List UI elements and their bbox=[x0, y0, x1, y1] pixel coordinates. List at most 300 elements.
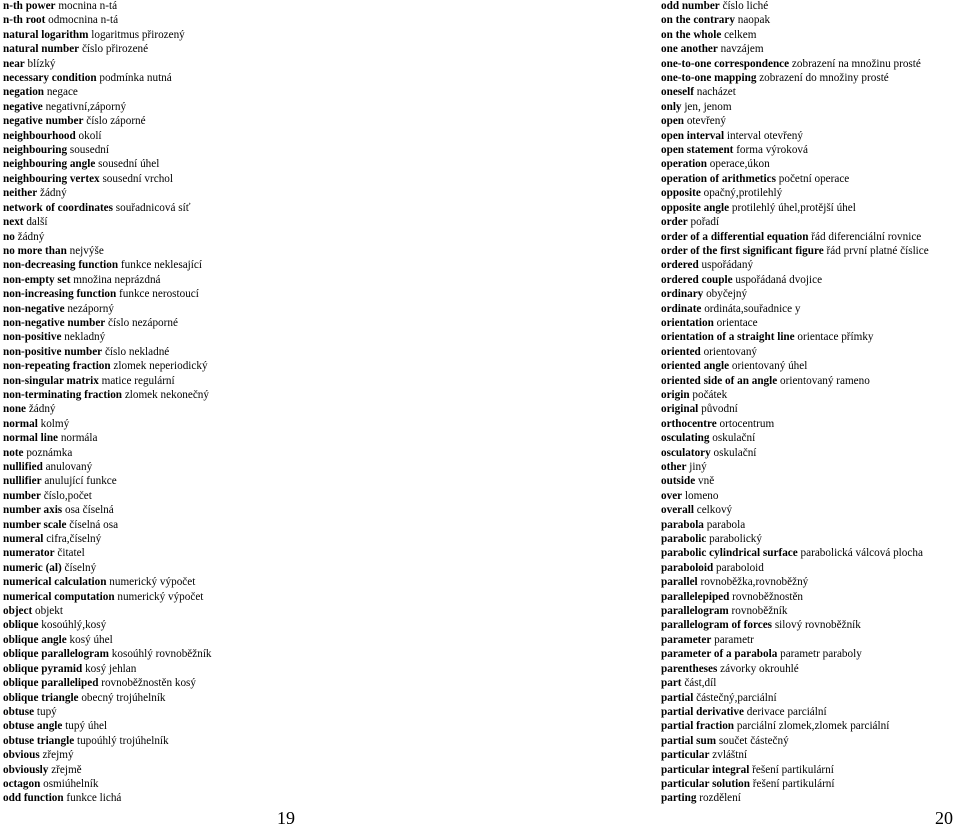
glossary-term: natural number bbox=[3, 43, 80, 56]
glossary-translation: derivace parciální bbox=[746, 705, 827, 718]
glossary-entry bbox=[3, 244, 473, 258]
glossary-translation: číselná osa bbox=[69, 518, 119, 531]
glossary-translation: ordináta,souřadnice y bbox=[704, 302, 801, 315]
glossary-term: open bbox=[661, 115, 685, 128]
glossary-entry bbox=[661, 662, 960, 676]
glossary-term: obtuse bbox=[3, 705, 35, 718]
glossary-entry bbox=[3, 215, 473, 229]
glossary-term: order bbox=[661, 216, 688, 229]
glossary-translation: původní bbox=[701, 403, 738, 416]
glossary-entry bbox=[3, 230, 473, 244]
glossary-entry bbox=[3, 143, 473, 157]
glossary-translation: uspořádaná dvojice bbox=[735, 273, 823, 286]
glossary-entry bbox=[661, 705, 960, 719]
glossary-entry bbox=[661, 287, 960, 301]
glossary-term: on the whole bbox=[661, 28, 722, 41]
glossary-term: number axis bbox=[3, 504, 63, 517]
glossary-term: no more than bbox=[3, 244, 67, 257]
glossary-translation: součet částečný bbox=[718, 734, 789, 747]
glossary-translation: orientace přímky bbox=[797, 331, 874, 344]
glossary-term: oblique angle bbox=[3, 633, 67, 646]
glossary-entry bbox=[661, 618, 960, 632]
glossary-term: open statement bbox=[661, 144, 734, 157]
glossary-term: obtuse triangle bbox=[3, 734, 75, 747]
glossary-translation: závorky okrouhlé bbox=[720, 662, 799, 675]
glossary-translation: navzájem bbox=[720, 43, 764, 56]
glossary-term: operation bbox=[661, 158, 707, 171]
glossary-entry bbox=[661, 244, 960, 258]
glossary-translation: další bbox=[26, 216, 48, 229]
glossary-translation: normála bbox=[60, 432, 98, 445]
glossary-translation: zlomek neperiodický bbox=[113, 360, 208, 373]
glossary-translation: oskulační bbox=[713, 446, 757, 459]
glossary-term: orthocentre bbox=[661, 417, 717, 430]
glossary-term: opposite bbox=[661, 187, 701, 200]
glossary-translation: zlomek nekonečný bbox=[124, 388, 209, 401]
glossary-translation: sousední bbox=[69, 144, 109, 157]
glossary-entry bbox=[661, 546, 960, 560]
glossary-translation: číslo přirozené bbox=[81, 43, 149, 56]
glossary-term: particular solution bbox=[661, 777, 750, 790]
glossary-term: other bbox=[661, 461, 687, 473]
glossary-translation: množina neprázdná bbox=[73, 273, 161, 286]
glossary-term: partial bbox=[661, 691, 694, 704]
glossary-entry bbox=[3, 302, 473, 316]
glossary-term: negation bbox=[3, 86, 45, 99]
glossary-term: n-th root bbox=[3, 14, 46, 27]
glossary-term: order of a differential equation bbox=[661, 230, 809, 243]
glossary-term: non-empty set bbox=[3, 273, 71, 286]
glossary-entry bbox=[661, 13, 960, 27]
glossary-entry bbox=[3, 330, 473, 344]
left-glossary-column bbox=[3, 0, 473, 806]
glossary-entry bbox=[661, 417, 960, 431]
glossary-entry bbox=[661, 633, 960, 647]
glossary-term: paraboloid bbox=[661, 561, 714, 574]
glossary-term: non-increasing function bbox=[3, 288, 117, 301]
glossary-term: obvious bbox=[3, 749, 40, 762]
glossary-translation: orientovaný bbox=[703, 345, 758, 358]
glossary-translation: ortocentrum bbox=[719, 417, 775, 430]
glossary-translation: poznámka bbox=[26, 446, 73, 459]
glossary-translation: forma výroková bbox=[736, 144, 808, 157]
glossary-entry bbox=[3, 201, 473, 215]
glossary-entry bbox=[3, 705, 473, 719]
glossary-translation: žádný bbox=[39, 187, 67, 200]
glossary-translation: nezáporný bbox=[67, 302, 114, 315]
glossary-term: natural logarithm bbox=[3, 28, 89, 41]
glossary-entry bbox=[3, 633, 473, 647]
glossary-term: non-negative bbox=[3, 302, 65, 315]
glossary-entry bbox=[661, 85, 960, 99]
glossary-translation: žádný bbox=[17, 230, 45, 243]
glossary-term: oblique bbox=[3, 619, 39, 632]
glossary-translation: počátek bbox=[692, 388, 728, 401]
glossary-entry bbox=[661, 114, 960, 128]
glossary-translation: orientace bbox=[716, 316, 758, 329]
glossary-entry bbox=[3, 57, 473, 71]
glossary-translation: číselný bbox=[64, 561, 97, 574]
glossary-entry bbox=[3, 114, 473, 128]
glossary-translation: nacházet bbox=[696, 86, 736, 99]
glossary-term: neighbouring bbox=[3, 144, 68, 157]
glossary-entry bbox=[661, 734, 960, 748]
glossary-entry bbox=[661, 100, 960, 114]
glossary-term: ordered bbox=[661, 259, 699, 272]
glossary-translation: řešení partikulární bbox=[752, 777, 835, 790]
glossary-term: parameter bbox=[661, 633, 712, 646]
glossary-term: on the contrary bbox=[661, 14, 735, 27]
glossary-term: note bbox=[3, 446, 24, 459]
glossary-term: normal bbox=[3, 417, 38, 430]
glossary-translation: číslo,počet bbox=[43, 489, 92, 502]
glossary-term: original bbox=[661, 403, 699, 416]
glossary-entry bbox=[661, 143, 960, 157]
glossary-entry bbox=[661, 388, 960, 402]
glossary-entry bbox=[3, 0, 473, 13]
glossary-term: oblique pyramid bbox=[3, 662, 83, 675]
glossary-term: order of the first significant figure bbox=[661, 244, 824, 257]
glossary-term: only bbox=[661, 100, 682, 113]
glossary-translation: číslo nezáporné bbox=[108, 316, 178, 329]
glossary-translation: silový rovnoběžník bbox=[774, 619, 861, 632]
glossary-entry bbox=[3, 719, 473, 733]
glossary-term: part bbox=[661, 677, 682, 690]
glossary-term: osculating bbox=[661, 432, 710, 445]
glossary-term: parallel bbox=[661, 576, 698, 589]
glossary-translation: odmocnina n-tá bbox=[48, 14, 119, 27]
glossary-term: partial derivative bbox=[661, 705, 744, 718]
glossary-entry bbox=[661, 330, 960, 344]
glossary-translation: lomeno bbox=[684, 489, 719, 502]
right-glossary-column bbox=[661, 0, 960, 806]
glossary-translation: parametr bbox=[714, 633, 754, 646]
glossary-entry bbox=[661, 359, 960, 373]
glossary-entry bbox=[661, 777, 960, 791]
glossary-term: parentheses bbox=[661, 662, 718, 675]
glossary-entry bbox=[661, 561, 960, 575]
glossary-translation: anulovaný bbox=[45, 461, 93, 473]
glossary-entry bbox=[661, 129, 960, 143]
glossary-translation: cifra,číselný bbox=[46, 533, 102, 546]
glossary-entry bbox=[3, 503, 473, 517]
glossary-entry bbox=[3, 546, 473, 560]
glossary-term: negative number bbox=[3, 115, 84, 128]
glossary-translation: parametr paraboly bbox=[780, 648, 862, 661]
glossary-translation: kosý jehlan bbox=[85, 662, 137, 675]
glossary-entry bbox=[661, 431, 960, 445]
glossary-translation: tupý bbox=[36, 705, 57, 718]
glossary-entry bbox=[3, 186, 473, 200]
glossary-entry bbox=[661, 28, 960, 42]
glossary-term: orientation of a straight line bbox=[661, 331, 795, 344]
glossary-term: partial fraction bbox=[661, 720, 735, 733]
glossary-entry bbox=[661, 215, 960, 229]
glossary-term: parabolic cylindrical surface bbox=[661, 547, 798, 560]
glossary-term: parabolic bbox=[661, 533, 707, 546]
glossary-entry bbox=[3, 748, 473, 762]
glossary-entry bbox=[661, 676, 960, 690]
glossary-term: no bbox=[3, 230, 15, 243]
glossary-term: neither bbox=[3, 187, 38, 200]
glossary-entry bbox=[3, 532, 473, 546]
glossary-entry bbox=[3, 42, 473, 56]
glossary-translation: kolmý bbox=[40, 417, 70, 430]
glossary-entry bbox=[3, 417, 473, 431]
glossary-translation: celkový bbox=[696, 504, 733, 517]
glossary-translation: okolí bbox=[78, 129, 102, 142]
glossary-translation: paraboloid bbox=[716, 561, 764, 574]
glossary-translation: logaritmus přirozený bbox=[91, 28, 185, 41]
glossary-translation: podmínka nutná bbox=[99, 72, 172, 85]
glossary-term: opposite angle bbox=[661, 201, 730, 214]
glossary-entry bbox=[661, 345, 960, 359]
glossary-translation: zřejmý bbox=[42, 749, 74, 762]
glossary-translation: řešení partikulární bbox=[752, 763, 834, 776]
glossary-translation: kosoúhlý rovnoběžník bbox=[111, 648, 212, 661]
glossary-term: ordinate bbox=[661, 302, 702, 315]
glossary-entry bbox=[661, 590, 960, 604]
glossary-translation: osa číselná bbox=[64, 504, 114, 517]
glossary-translation: jen, jenom bbox=[684, 100, 732, 113]
glossary-entry bbox=[661, 402, 960, 416]
glossary-translation: pořadí bbox=[690, 216, 720, 229]
glossary-entry bbox=[661, 763, 960, 777]
glossary-translation: řád první platné číslice bbox=[826, 244, 929, 257]
glossary-translation: rovnoběžnostěn kosý bbox=[101, 677, 196, 690]
glossary-entry bbox=[661, 474, 960, 488]
glossary-translation: numerický výpočet bbox=[117, 590, 204, 603]
glossary-entry bbox=[3, 316, 473, 330]
glossary-entry bbox=[661, 186, 960, 200]
glossary-entry bbox=[3, 676, 473, 690]
glossary-translation: kosý úhel bbox=[69, 633, 113, 646]
glossary-translation: orientovaný úhel bbox=[731, 360, 808, 373]
glossary-translation: osmiúhelník bbox=[43, 777, 99, 790]
glossary-entry bbox=[661, 647, 960, 661]
glossary-term: origin bbox=[661, 388, 690, 401]
glossary-term: parallelepiped bbox=[661, 590, 730, 603]
glossary-term: none bbox=[3, 403, 27, 416]
glossary-translation: rovnoběžník bbox=[731, 605, 788, 618]
glossary-entry bbox=[661, 791, 960, 805]
glossary-term: one-to-one correspondence bbox=[661, 57, 790, 70]
glossary-entry bbox=[3, 287, 473, 301]
glossary-term: object bbox=[3, 605, 33, 618]
glossary-translation: uspořádaný bbox=[701, 259, 754, 272]
glossary-translation: naopak bbox=[737, 14, 771, 27]
glossary-entry bbox=[3, 402, 473, 416]
glossary-entry bbox=[3, 100, 473, 114]
glossary-entry bbox=[3, 258, 473, 272]
glossary-entry bbox=[661, 172, 960, 186]
glossary-entry bbox=[661, 748, 960, 762]
glossary-translation: zřejmě bbox=[51, 763, 82, 776]
glossary-entry bbox=[3, 763, 473, 777]
glossary-term: non-positive number bbox=[3, 345, 103, 358]
glossary-term: non-negative number bbox=[3, 316, 106, 329]
glossary-entry bbox=[661, 604, 960, 618]
glossary-term: numerator bbox=[3, 547, 55, 560]
glossary-translation: funkce lichá bbox=[66, 792, 122, 805]
glossary-translation: oskulační bbox=[712, 432, 756, 445]
glossary-translation: tupoúhlý trojúhelník bbox=[76, 734, 169, 747]
glossary-term: network of coordinates bbox=[3, 201, 113, 214]
glossary-translation: blízký bbox=[27, 57, 56, 70]
glossary-term: parting bbox=[661, 792, 697, 805]
glossary-entry bbox=[3, 374, 473, 388]
glossary-translation: protilehlý úhel,protější úhel bbox=[731, 201, 856, 214]
glossary-term: ordered couple bbox=[661, 273, 733, 286]
glossary-term: numeral bbox=[3, 533, 44, 546]
glossary-entry bbox=[661, 42, 960, 56]
glossary-translation: rovnoběžka,rovnoběžný bbox=[700, 576, 809, 589]
glossary-translation: početní operace bbox=[778, 172, 850, 185]
glossary-entry bbox=[661, 273, 960, 287]
glossary-translation: jiný bbox=[689, 461, 707, 473]
glossary-term: necessary condition bbox=[3, 72, 97, 85]
glossary-term: odd number bbox=[661, 0, 720, 12]
glossary-term: one another bbox=[661, 43, 718, 56]
glossary-term: partial sum bbox=[661, 734, 717, 747]
glossary-translation: interval otevřený bbox=[726, 129, 803, 142]
glossary-translation: negativní,záporný bbox=[45, 100, 127, 113]
glossary-entry bbox=[3, 71, 473, 85]
glossary-translation: kosoúhlý,kosý bbox=[41, 619, 107, 632]
glossary-term: oblique parallelogram bbox=[3, 648, 109, 661]
glossary-term: outside bbox=[661, 475, 696, 488]
page-number-right: 20 bbox=[935, 808, 953, 828]
glossary-translation: opačný,protilehlý bbox=[703, 187, 783, 200]
glossary-translation: matice regulární bbox=[101, 374, 175, 387]
glossary-translation: sousední úhel bbox=[98, 158, 160, 171]
glossary-entry bbox=[3, 13, 473, 27]
glossary-entry bbox=[3, 273, 473, 287]
glossary-translation: parabolický bbox=[709, 533, 762, 546]
glossary-translation: nejvýše bbox=[69, 244, 104, 257]
glossary-translation: žádný bbox=[28, 403, 56, 416]
glossary-translation: parabolická válcová plocha bbox=[800, 547, 923, 560]
glossary-entry bbox=[661, 575, 960, 589]
glossary-entry bbox=[661, 57, 960, 71]
glossary-entry bbox=[3, 28, 473, 42]
glossary-entry bbox=[661, 489, 960, 503]
glossary-translation: funkce nerostoucí bbox=[119, 288, 199, 301]
glossary-term: non-terminating fraction bbox=[3, 388, 123, 401]
glossary-translation: negace bbox=[46, 86, 78, 99]
glossary-entry bbox=[661, 258, 960, 272]
glossary-term: oriented bbox=[661, 345, 701, 358]
glossary-entry bbox=[661, 0, 960, 13]
glossary-translation: sousední vrchol bbox=[102, 172, 173, 185]
glossary-term: oblique paralleliped bbox=[3, 677, 99, 690]
glossary-entry bbox=[3, 460, 473, 474]
glossary-entry bbox=[3, 561, 473, 575]
glossary-entry bbox=[661, 460, 960, 474]
glossary-term: parabola bbox=[661, 518, 704, 531]
glossary-translation: operace,úkon bbox=[709, 158, 770, 171]
glossary-term: oriented angle bbox=[661, 360, 730, 373]
glossary-term: oriented side of an angle bbox=[661, 374, 778, 387]
glossary-term: operation of arithmetics bbox=[661, 172, 776, 185]
glossary-translation: obecný trojúhelník bbox=[81, 691, 166, 704]
glossary-translation: zvláštní bbox=[712, 749, 748, 762]
glossary-entry bbox=[3, 129, 473, 143]
glossary-term: normal line bbox=[3, 432, 59, 445]
glossary-term: next bbox=[3, 216, 24, 229]
glossary-term: one-to-one mapping bbox=[661, 72, 757, 85]
glossary-entry bbox=[661, 503, 960, 517]
glossary-translation: částečný,parciální bbox=[696, 691, 777, 704]
glossary-entry bbox=[661, 719, 960, 733]
glossary-entry bbox=[3, 647, 473, 661]
glossary-term: non-positive bbox=[3, 331, 62, 344]
glossary-term: orientation bbox=[661, 316, 714, 329]
glossary-translation: anulující funkce bbox=[44, 475, 117, 488]
glossary-entry bbox=[661, 302, 960, 316]
glossary-term: octagon bbox=[3, 777, 41, 790]
glossary-term: neighbouring vertex bbox=[3, 172, 100, 185]
glossary-term: open interval bbox=[661, 129, 725, 142]
glossary-term: odd function bbox=[3, 792, 64, 805]
glossary-translation: rovnoběžnostěn bbox=[732, 590, 804, 603]
glossary-term: numerical calculation bbox=[3, 576, 107, 589]
glossary-translation: parciální zlomek,zlomek parciální bbox=[736, 720, 890, 733]
glossary-term: numerical computation bbox=[3, 590, 115, 603]
glossary-entry bbox=[3, 734, 473, 748]
glossary-term: numeric (al) bbox=[3, 561, 62, 574]
glossary-term: parallelogram of forces bbox=[661, 619, 773, 632]
glossary-entry bbox=[661, 691, 960, 705]
glossary-translation: tupý úhel bbox=[65, 720, 108, 733]
glossary-term: non-repeating fraction bbox=[3, 360, 111, 373]
glossary-translation: čitatel bbox=[57, 547, 85, 560]
glossary-translation: nekladný bbox=[64, 331, 106, 344]
glossary-entry bbox=[3, 590, 473, 604]
glossary-entry bbox=[3, 518, 473, 532]
page-number-left: 19 bbox=[277, 808, 295, 828]
glossary-term: over bbox=[661, 489, 683, 502]
glossary-translation: číslo záporné bbox=[86, 115, 146, 128]
glossary-term: number bbox=[3, 489, 41, 502]
glossary-entry bbox=[3, 157, 473, 171]
glossary-entry bbox=[661, 157, 960, 171]
glossary-entry bbox=[3, 446, 473, 460]
glossary-entry bbox=[661, 201, 960, 215]
glossary-entry bbox=[3, 691, 473, 705]
glossary-entry bbox=[3, 489, 473, 503]
glossary-entry bbox=[3, 474, 473, 488]
glossary-term: nullified bbox=[3, 461, 43, 473]
glossary-translation: část,díl bbox=[684, 677, 717, 690]
glossary-translation: otevřený bbox=[686, 115, 726, 128]
glossary-translation: objekt bbox=[35, 605, 63, 618]
glossary-term: nullifier bbox=[3, 475, 42, 488]
glossary-entry bbox=[3, 172, 473, 186]
glossary-entry bbox=[3, 575, 473, 589]
glossary-entry bbox=[3, 604, 473, 618]
glossary-term: oneself bbox=[661, 86, 694, 99]
glossary-translation: parabola bbox=[706, 518, 746, 531]
glossary-term: osculatory bbox=[661, 446, 711, 459]
glossary-entry bbox=[661, 230, 960, 244]
glossary-translation: vně bbox=[698, 475, 715, 488]
glossary-term: particular integral bbox=[661, 763, 750, 776]
glossary-translation: mocnina n-tá bbox=[58, 0, 118, 12]
glossary-term: ordinary bbox=[661, 288, 704, 301]
glossary-translation: obyčejný bbox=[706, 288, 748, 301]
glossary-entry bbox=[661, 316, 960, 330]
